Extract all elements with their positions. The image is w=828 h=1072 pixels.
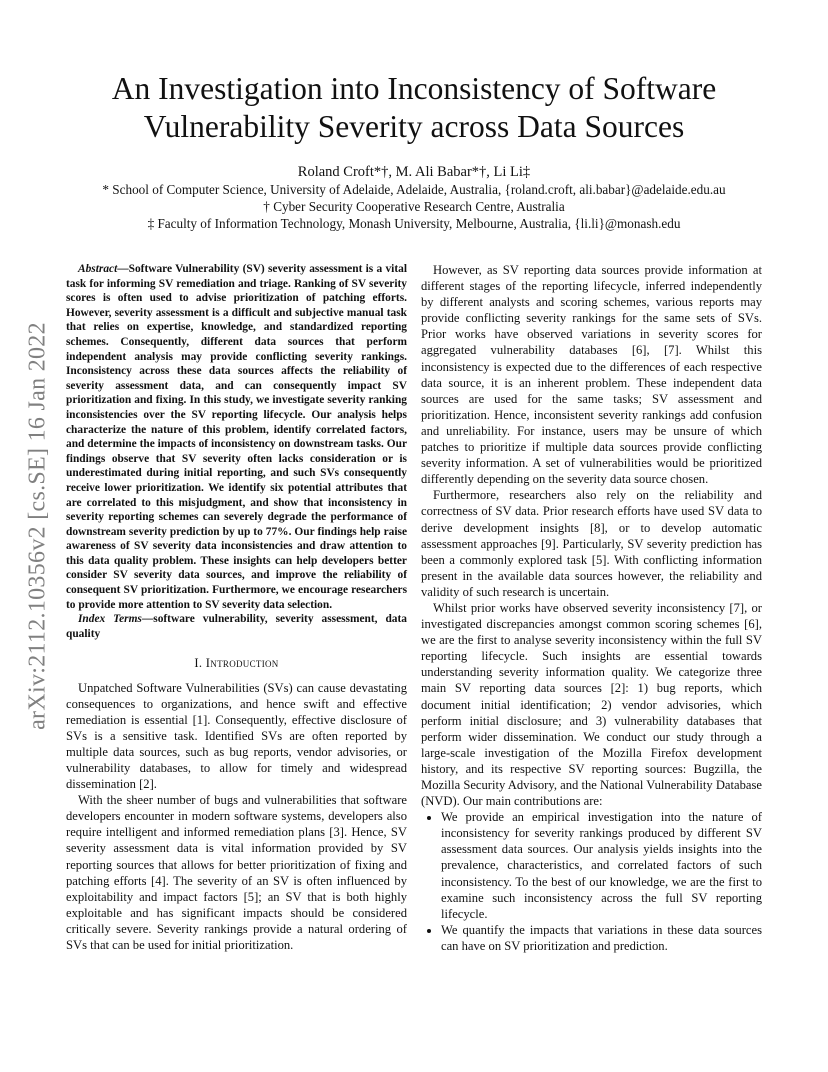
intro-paragraph-3: However, as SV reporting data sources provide information at different stages of the reporting lifecycle, inferred independently by different analysts and scoring schemes, various reports may provide conflicting severity rankings for the same sets of SVs. Prior works have observed variations in severity scores for aggregated vulnerability databases [6], [7]. Whilst this inconsistency is expected due to the differences of each respective data source, it is an inherent problem. These independent data sources are used for the same tasks; SV assessment and prioritization. Hence, inconsistent severity rankings add confusion and unreliability. For instance, users may be unsure of which patches to prioritize if multiple data sources provide conflicting severity information. A set of vulnerabilities would be prioritized differently depending on the severity data source chosen. <box>421 263 762 487</box>
contribution-item: • We provide an empirical investigation into the nature of inconsistency for severity rankings produced by different SV assessment data sources. Our analysis yields insights into the prevalence, characteristics, and correlated factors of such inconsistency. To the best of our knowledge, we are the first to examine such inconsistency across the full SV reporting lifecycle. <box>441 809 762 922</box>
index-terms-text: —software vulnerability, severity assessment, data quality <box>66 613 407 640</box>
section-heading-introduction: I. Introduction <box>194 656 279 671</box>
intro-paragraph-5: Whilst prior works have observed severity inconsistency [7], or investigated discrepancies amongst common scoring schemes [6], we are the first to analyse severity inconsistency within the full SV reporting lifecycle. Such insights are essential towards understanding severity information quality. We categorize three main SV reporting data sources [2]: 1) bug reports, which document initial identification; 2) vendor advisories, which perform initial disclosure; and 3) vulnerability databases that perform wider dissemination. We conduct our study through a large-scale investigation of the Mozilla Firefox development history, and its respective SV reporting sources: Bugzilla, the Mozilla Security Advisory, and the National Vulnerability Database (NVD). Our main contributions are: <box>421 600 762 809</box>
title-line-1: An Investigation into Inconsistency of Software <box>111 71 717 106</box>
abstract-label: Abstract <box>78 263 118 275</box>
left-column <box>66 262 407 953</box>
abstract <box>66 262 407 612</box>
affiliation-1: * School of Computer Science, University of Adelaide, Adelaide, Australia, {roland.croft, ali.babar}@adelaide.edu.au <box>102 182 726 197</box>
abstract-text: —Software Vulnerability (SV) severity assessment is a vital task for informing SV remediation and triage. Ranking of SV severity scores is often used to advise prioritization of patching efforts. However, severity assessment is a difficult and subjective manual task that relies on expertise, knowledge, and standardized reporting schemes. Consequently, different data sources that perform independent analysis may provide conflicting severity rankings. Inconsistency across these data sources affects the reliability of severity assessment data, and can consequently impact SV prioritization and fixing. In this study, we investigate severity ranking inconsistencies over the SV reporting lifecycle. Our analysis helps characterize the nature of this problem, identify correlated factors, and determine the impacts of inconsistency on downstream tasks. Our findings observe that SV severity often lacks consideration or is underestimated during initial reporting, and such SVs consequently receive lower prioritization. We identify six potential attributes that are correlated to this misjudgment, and show that inconsistency in severity reporting schemes can severely degrade the performance of downstream severity prediction by up to 77%. Our findings help raise awareness of SV severity data inconsistencies and draw attention to this data quality problem. These insights can help developers better consider SV severity data sources, and improve the reliability of consequent SV prioritization. Furthermore, we encourage researchers to provide more attention to SV severity data selection. <box>66 263 407 611</box>
index-terms-label: Index Terms <box>78 613 142 626</box>
index-terms <box>66 612 407 641</box>
affiliation-2: † Cyber Security Cooperative Research Centre, Australia <box>263 199 565 214</box>
contributions-list <box>421 809 762 954</box>
title-line-2: Vulnerability Severity across Data Sources <box>143 109 685 144</box>
affiliation-3: ‡ Faculty of Information Technology, Monash University, Melbourne, Australia, {li.li}@monash.edu <box>147 216 681 231</box>
arxiv-watermark: arXiv:2112.10356v2 [cs.SE] 16 Jan 2022 <box>24 322 51 730</box>
paper-title <box>0 70 828 146</box>
intro-paragraph-2: With the sheer number of bugs and vulnerabilities that software developers encounter in modern software systems, developers also require intelligent and informed remediation plans [3]. Hence, SV severity assessment data is vital information provided by SV reporting sources that allows for better prioritization of fixing and patching efforts [4]. The severity of an SV is often influenced by exploitability and impact factors [5]; an SV that is both highly exploitable and has significant impacts should be considered critically severe. Severity rankings provide a natural ordering of SVs that can be used for initial prioritization. <box>66 793 407 953</box>
author-list: Roland Croft*†, M. Ali Babar*†, Li Li‡ <box>297 164 531 180</box>
intro-paragraph-1: Unpatched Software Vulnerabilities (SVs) can cause devastating consequences to organizations, and hence swift and effective remediation is essential [1]. Consequently, effective disclosure of SVs is a sensitive task. Identified SVs are often reported by multiple data sources, such as bug reports, vendor advisories, or vulnerability databases, to allow for timely and widespread dissemination [2]. <box>66 680 407 792</box>
intro-paragraph-4: Furthermore, researchers also rely on the reliability and correctness of SV data. Prior research efforts have used SV data to derive development insights [8], or to develop automatic assessment approaches [9]. Particularly, SV severity prediction has been a commonly explored task [5]. With conflicting information present in the available data sources however, the reliability and validity of such research is uncertain. <box>421 488 762 599</box>
right-column <box>421 262 762 954</box>
contribution-item: • We quantify the impacts that variations in these data sources can have on SV prioritization and prediction. <box>441 922 762 954</box>
